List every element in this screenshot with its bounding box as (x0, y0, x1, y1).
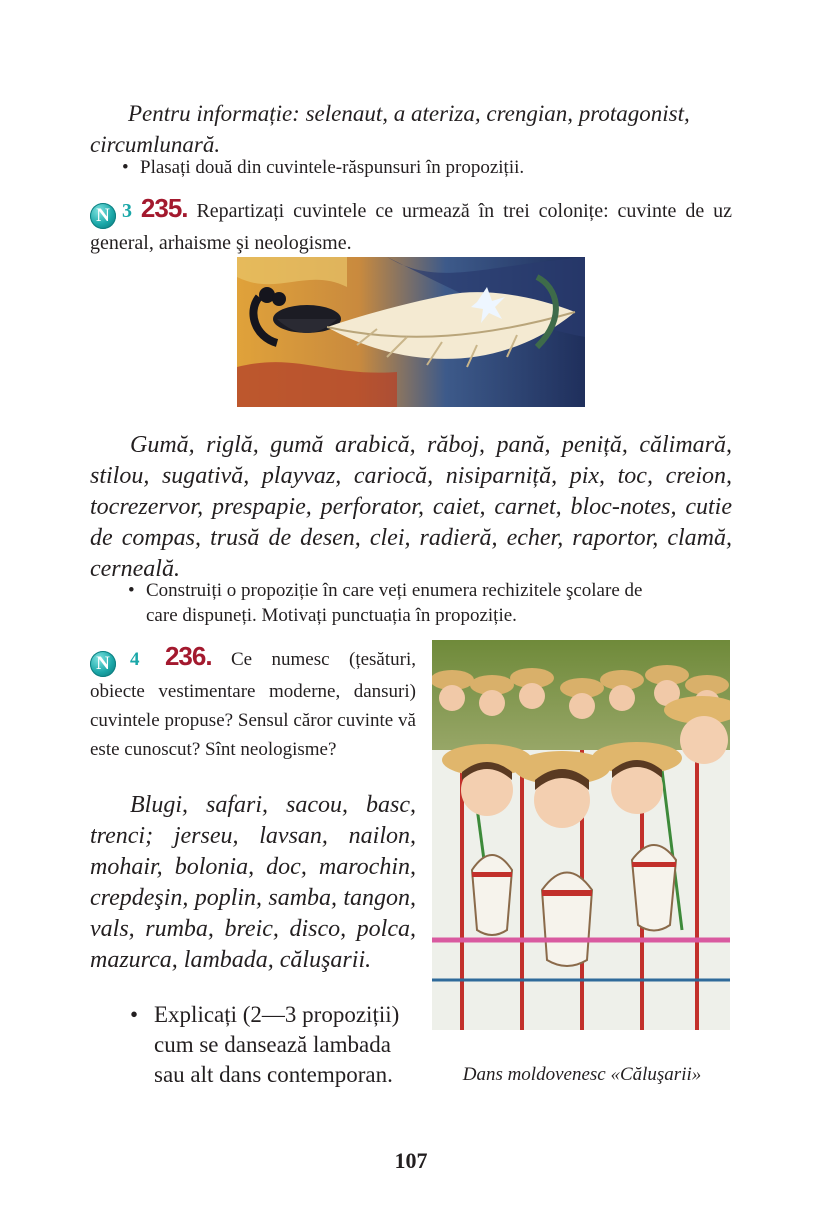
exercise-236-heading (90, 642, 416, 764)
bullet-text: Explicați (2—3 propoziții) cum se dansează lambada sau alt dans contemporan. (154, 1002, 400, 1087)
exercise-235-heading (90, 194, 732, 257)
quill-inkwell-illustration (237, 257, 585, 407)
exercise-number: 235. (140, 193, 188, 223)
quill-illustration-svg (237, 257, 585, 407)
exercise-level: 4 (130, 649, 140, 670)
photo-caption: Dans moldovenesc «Căluşarii» (462, 1064, 702, 1085)
exercise-text: Ce numesc (țesături, obiecte vestimentare moderne, dansuri) cuvintele propuse? Sensul căror cuvinte vă este cunoscut? Sînt neologisme? (90, 649, 416, 760)
n-badge-icon: N (90, 203, 116, 229)
calusarii-photo (432, 640, 730, 1030)
exercise-235-words (90, 430, 732, 585)
n-badge-icon: N (90, 651, 116, 677)
word-list: Gumă, riglă, gumă arabică, răboj, pană, peniță, călimară, stilou, sugativă, playvaz, cariocă, nisiparniță, pix, toc, creion, tocrezervor, prespapie, perforator, caiet, carnet, bloc-notes, cutie de compas, trusă de desen, clei, radieră, echer, raportor, clamă, cerneală. (90, 432, 732, 582)
exercise-236-words (90, 790, 416, 976)
exercise-235-bullet (128, 578, 738, 628)
info-bullet (122, 155, 742, 180)
bullet-icon: • (130, 1002, 139, 1027)
word-list: Blugi, safari, sacou, basc, trenci; jerseu, lavsan, nailon, mohair, bolonia, doc, marochin, crepdeşin, poplin, samba, tangon, vals, rumba, breic, disco, polca, mazurca, lambada, căluşarii. (90, 792, 416, 973)
info-block (90, 98, 730, 160)
exercise-236-bullet (130, 1000, 418, 1090)
exercise-number: 236. (164, 641, 212, 671)
exercise-text: Repartizați cuvintele ce urmează în trei colonițe: cuvinte de uz general, arhaisme şi neologisme. (90, 200, 733, 254)
info-bullet-text: Plasați două din cuvintele-răspunsuri în propoziții. (140, 157, 525, 178)
info-line-2: circumlunară. (90, 132, 221, 157)
bullet-line-2: care dispuneți. Motivați punctuația în propoziție. (146, 605, 517, 626)
bullet-line-1: Construiți o propoziție în care veți enumera rechizitele şcolare de (146, 580, 643, 601)
bullet-icon: • (122, 157, 129, 178)
bullet-icon: • (128, 580, 135, 601)
calusarii-photo-svg (432, 640, 730, 1030)
info-line-1: Pentru informație: selenaut, a ateriza, crengian, protagonist, (128, 101, 690, 126)
page-number: 107 (394, 1148, 428, 1173)
exercise-level: 3 (122, 200, 132, 222)
